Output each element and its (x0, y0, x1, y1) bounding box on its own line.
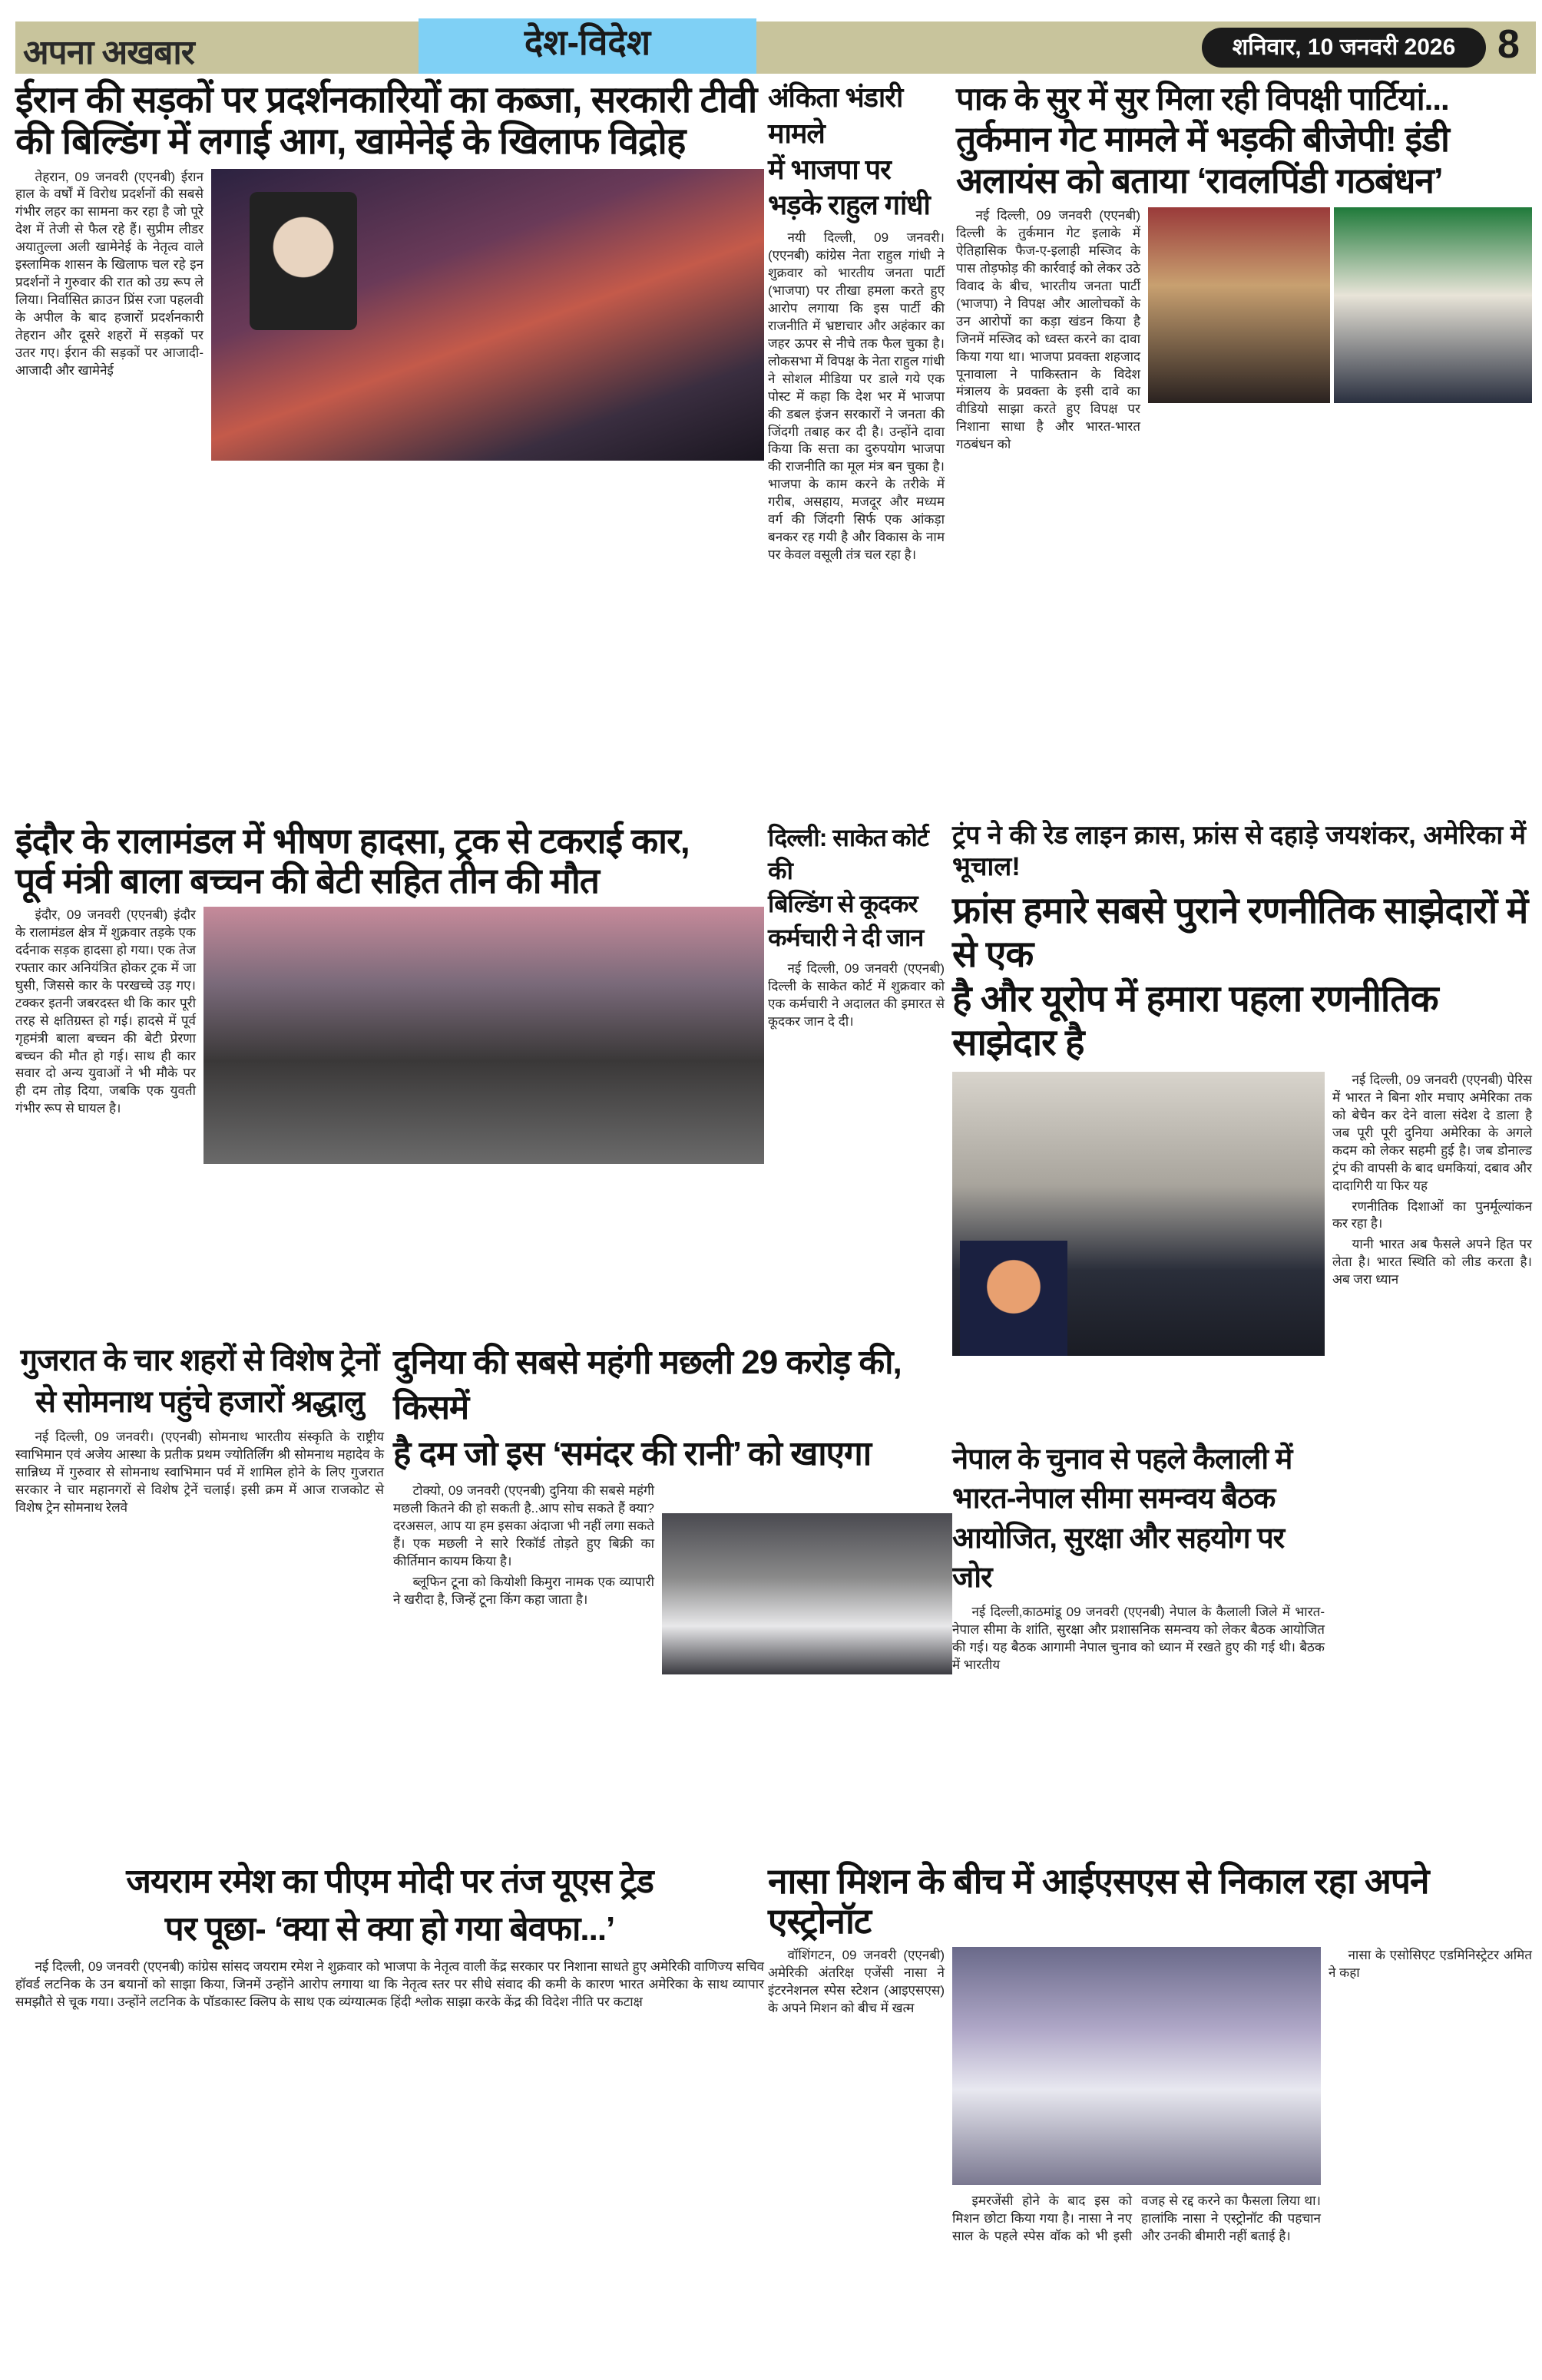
headline-line: में भाजपा पर (768, 153, 891, 185)
trump-inset-photo (960, 1241, 1067, 1356)
accident-car-photo (204, 907, 764, 1164)
headline-line: आयोजित, सुरक्षा और सहयोग पर जोर (952, 1522, 1285, 1594)
france-body-columns (952, 1364, 1325, 1433)
headline-line: पूर्व मंत्री बाला बच्चन की बेटी सहित तीन की मौत (15, 860, 599, 901)
gujarat-article (15, 1340, 384, 1520)
iran-body-columns (211, 468, 764, 622)
paragraph: नयी दिल्ली, 09 जनवरी। (एएनबी) कांग्रेस नेता राहुल गांधी ने शुक्रवार को भारतीय जनता पार्टी (भाजपा) पर तीखा हमला करते हुए आरोप लगाया कि इस पार्टी की राजनीति में भ्रष्टाचार और अहंकार का जहर ऊपर से नीचे तक फैल चुका है। लोकसभा में विपक्ष के नेता राहुल गांधी ने सोशल मीडिया पर डाले गये एक पोस्ट में कहा कि देश भर में भाजपा की डबल इंजन सरकारों ने जनता की जिंदगी तबाह कर दी है। उन्होंने दावा किया कि सत्ता का दुरुपयोग भाजपा की राजनीति का मूल मंत्र बन चुका है। भाजपा के काम करने के तरीके में गरीब, असहाय, मजदूर और मध्यम वर्ग की जिंदगी सिर्फ एक आंकड़ा बनकर रह गयी है और विकास के नाम पर केवल वसूली तंत्र चल रहा है। (768, 230, 945, 563)
headline-line: से सोमनाथ पहुंचे हजारों श्रद्धालु (35, 1385, 365, 1419)
headline-line: अंकिता भंडारी मामले (768, 81, 903, 149)
page-number: 8 (1497, 22, 1520, 67)
headline-line: इंदौर के रालामंडल में भीषण हादसा, ट्रक से टकराई कार, (15, 821, 690, 861)
france-article (952, 820, 1532, 1678)
paragraph: इमरजेंसी होने के बाद इस को मिशन छोटा किया गया है। नासा ने नए साल के पहले स्पेस वॉक को भी इसी वजह से रद्द करने का फैसला लिया था। हालांकि नासा ने एस्ट्रोनॉट की पहचान और उनकी बीमारी नहीं बताई है। (952, 2193, 1321, 2243)
nasa-headline (768, 1862, 1532, 1941)
headline-line: है दम जो इस ‘समंदर की रानी’ को खाएगा (393, 1434, 872, 1473)
headline-line: नेपाल के चुनाव से पहले कैलाली में (952, 1443, 1292, 1476)
headline-line: ईरान की सड़कों पर प्रदर्शनकारियों का कब्जा, सरकारी टीवी (15, 80, 757, 121)
pak-body-columns (1148, 411, 1532, 564)
headline-line: फ्रांस हमारे सबसे पुराने रणनीतिक साझेदारों में से एक (952, 890, 1528, 976)
gujarat-headline (15, 1340, 384, 1423)
indore-headline (15, 821, 764, 901)
khamenei-inset-photo (250, 192, 357, 330)
nepal-article (952, 1440, 1325, 1678)
headline-line: पाक के सुर में सुर मिला रही विपक्षी पार्टियां... (956, 81, 1449, 117)
headline-line: जयराम रमेश का पीएम मोदी पर तंज यूएस ट्रेड (126, 1863, 654, 1900)
headline-line: दिल्ली: साकेत कोर्ट की (768, 824, 928, 885)
ankita-headline (768, 80, 945, 223)
france-body (1332, 1072, 1532, 1292)
headline-line: कर्मचारी ने दी जान (768, 923, 924, 951)
spokesperson-photo (1148, 207, 1330, 403)
nasa-body-columns (952, 2193, 1321, 2247)
saket-body (768, 960, 945, 1034)
tuna-auction-photo (662, 1513, 952, 1674)
paragraph: नई दिल्ली, 09 जनवरी (एएनबी) कांग्रेस सांसद जयराम रमेश ने शुक्रवार को भाजपा के नेतृत्व वाली केंद्र सरकार पर निशाना साधते हुए अमेरिकी वाणिज्य सचिव हॉवर्ड लटनिक के उन बयानों को साझा किया, जिनमें उन्होंने आरोप लगाया था कि नेतृत्व स्तर पर सीधे संवाद की कमी के कारण भारत अमेरिका के साथ व्यापार समझौते से चूक गया। उन्होंने लटनिक के पॉडकास्ट क्लिप के साथ एक व्यंग्यात्मक हिंदी श्लोक साझा करके केंद्र की विदेश नीति पर कटाक्ष (15, 1959, 764, 2010)
nasa-side-column (1329, 1947, 1532, 1985)
headline-line: दुनिया की सबसे महंगी मछली 29 करोड़ की, किसमें (393, 1344, 902, 1427)
france-headline (952, 889, 1532, 1066)
iran-protest-photo (211, 169, 764, 461)
saket-article (768, 821, 945, 1034)
jairam-body (15, 1959, 764, 2015)
headline-line: बिल्डिंग से कूदकर (768, 890, 918, 918)
astronauts-photo (952, 1947, 1321, 2185)
paragraph: वॉशिंगटन, 09 जनवरी (एएनबी) अमेरिकी अंतरिक्ष एजेंसी नासा ने इंटरनेशनल स्पेस स्टेशन (आइएसएस) के अपने मिशन को बीच में खत्म (768, 1948, 945, 2015)
pakistan-spokesperson-photo (1334, 207, 1532, 403)
ankita-article (768, 80, 945, 567)
paragraph: टोक्यो, 09 जनवरी (एएनबी) दुनिया की सबसे महंगी मछली कितने की हो सकती है..आप सोच सकते हैं क्या? दरअसल, आप या हम इसका अंदाजा भी नहीं लगा सकते हैं। एक मछली ने सारे रिकॉर्ड तोड़ते हुए बिक्री का कीर्तिमान कायम किया है। (393, 1483, 654, 1568)
issue-date: शनिवार, 10 जनवरी 2026 (1202, 28, 1486, 68)
nepal-body (952, 1604, 1325, 1678)
pak-body (956, 207, 1140, 457)
iran-body (15, 169, 204, 383)
paragraph: नई दिल्ली, 09 जनवरी (एएनबी) पेरिस में भारत ने बिना शोर मचाए अमेरिका तक को बेचैन कर देने वाला संदेश दे डाला है जब पूरी पूरी दुनिया अमेरिका के अगले कदम को लेकर सहमी हुई है। जब डोनाल्ड ट्रंप की वापसी के बाद धमकियां, दबाव और दादागिरी या फिर यह (1332, 1072, 1532, 1193)
headline-line: की बिल्डिंग में लगाई आग, खामेनेई के खिलाफ विद्रोह (15, 121, 686, 162)
iran-article (15, 80, 764, 622)
paragraph: इंदौर, 09 जनवरी (एएनबी) इंदौर के रालामंडल क्षेत्र में शुक्रवार तड़के एक दर्दनाक सड़क हादसा हो गया। एक तेज रफ्तार कार अनियंत्रित होकर ट्रक में जा घुसी, जिससे कार के परखच्चे उड़ गए। टक्कर इतनी जबरदस्त थी कि कार पूरी तरह से क्षतिग्रस्त हो गई। हादसे में पूर्व गृहमंत्री बाला बच्चन की बेटी प्रेरणा बच्चन की मौत हो गई। साथ ही कार सवार दो अन्य युवाओं ने भी मौके पर ही दम तोड़ दिया, जबकि एक युवती गंभीर रूप से घायल है। (15, 907, 196, 1116)
headline-line: तुर्कमान गेट मामले में भड़की बीजेपी! इंडी (956, 118, 1449, 159)
nasa-article (768, 1862, 1532, 2247)
france-kicker: ट्रंप ने की रेड लाइन क्रास, फ्रांस से दहाड़े जयशंकर, अमेरिका में भूचाल! (952, 821, 1526, 881)
fish-body (393, 1483, 654, 1612)
jaishankar-macron-photo (952, 1072, 1325, 1356)
jairam-article (15, 1858, 764, 2015)
nepal-headline (952, 1440, 1325, 1598)
paragraph: नासा के एसोसिएट एडमिनिस्ट्रेटर अमित ने कहा (1329, 1948, 1532, 1980)
headline-line: अलायंस को बताया ‘रावलपिंडी गठबंधन’ (956, 160, 1443, 200)
jairam-headline (15, 1858, 764, 1952)
paragraph: नई दिल्ली,काठमांडू 09 जनवरी (एएनबी) नेपाल के कैलाली जिले में भारत-नेपाल सीमा के शांति, सुरक्षा और प्रशासनिक समन्वय को लेकर बैठक आयोजित की गई। यह बैठक आगामी नेपाल चुनाव को ध्यान में रखते हुए की गई थी। बैठक में भारतीय (952, 1605, 1325, 1672)
indore-article (15, 821, 764, 1287)
paragraph: नई दिल्ली, 09 जनवरी। (एएनबी) सोमनाथ भारतीय संस्कृति के राष्ट्रीय स्वाभिमान एवं अजेय आस्था के प्रतीक प्रथम ज्योतिर्लिंग श्री सोमनाथ महादेव के सान्निध्य में गुरुवार से सोमनाथ स्वाभिमान पर्व में शामिल होने के लिए गुजरात सरकार ने चार महानगरों से विशेष ट्रेनें चलाई। इसी क्रम में आज राजकोट से विशेष ट्रेन सोमनाथ रेलवे (15, 1430, 384, 1515)
indore-body (15, 907, 196, 1121)
section-title: देश-विदेश (419, 18, 756, 74)
fish-headline (393, 1340, 952, 1476)
headline-line: भड़के राहुल गांधी (768, 189, 930, 221)
paragraph: तेहरान, 09 जनवरी (एएनबी) ईरान हाल के वर्षों में विरोध प्रदर्शनों की सबसे गंभीर लहर का सामना कर रहा है जो पूरे देश में तेजी से फैल रहे हैं। सुप्रीम लीडर अयातुल्ला अली खामेनेई के नेतृत्व वाले इस्लामिक शासन के खिलाफ चल रहे इन प्रदर्शनों ने गुरुवार की रात को उग्र रूप ले लिया। निर्वासित क्राउन प्रिंस रजा पहलवी के अपील के बाद हजारों प्रदर्शनकारी तेहरान और दूसरे शहरों में सड़कों पर उतर गए। ईरान की सड़कों पर आजादी-आजादी और खामेनेई (15, 169, 204, 378)
headline-line: नासा मिशन के बीच में आईएसएस से निकाल रहा अपने एस्ट्रोनॉट (768, 1861, 1429, 1941)
pak-article (956, 80, 1532, 564)
headline-line: है और यूरोप में हमारा पहला रणनीतिक साझेदार है (952, 978, 1438, 1064)
nasa-body (768, 1947, 945, 2021)
paragraph: ब्लूफिन टूना को कियोशी किमुरा नामक एक व्यापारी ने खरीदा है, जिन्हें टूना किंग कहा जाता है। (393, 1574, 654, 1607)
saket-headline (768, 821, 945, 954)
indore-body-columns (204, 1172, 764, 1287)
paragraph: नई दिल्ली, 09 जनवरी (एएनबी) दिल्ली के साकेत कोर्ट में शुक्रवार को एक कर्मचारी ने अदालत की इमारत से कूदकर जान दे दी। (768, 960, 945, 1029)
fish-article (393, 1340, 952, 1674)
ankita-body (768, 230, 945, 567)
pak-headline (956, 80, 1532, 201)
headline-line: गुजरात के चार शहरों से विशेष ट्रेनों (20, 1344, 379, 1377)
paragraph: यानी भारत अब फैसले अपने हित पर लेता है। भारत स्थिति को लीड करता है। अब जरा ध्यान (1332, 1237, 1532, 1288)
iran-headline (15, 80, 764, 163)
headline-line: भारत-नेपाल सीमा समन्वय बैठक (952, 1483, 1276, 1516)
headline-line: पर पूछा- ‘क्या से क्या हो गया बेवफा...’ (164, 1909, 615, 1948)
newspaper-logo: अपना अखबार (23, 34, 194, 71)
paragraph: रणनीतिक दिशाओं का पुनर्मूल्यांकन कर रहा है। (1332, 1198, 1532, 1231)
gujarat-body (15, 1429, 384, 1520)
paragraph: नई दिल्ली, 09 जनवरी (एएनबी) दिल्ली के तुर्कमान गेट इलाके में ऐतिहासिक फैज-ए-इलाही मस्जिद के पास तोड़फोड़ की कार्रवाई को लेकर उठे विवाद के बीच, भारतीय जनता पार्टी (भाजपा) ने विपक्ष और आलोचकों के उन आरोपों का कड़ा खंडन किया है जिनमें मस्जिद को ध्वस्त करने का दावा किया गया था। भाजपा प्रवक्ता शहजाद पूनावाला ने पाकिस्तान के विदेश मंत्रालय के प्रवक्ता के इसी दावे का वीडियो साझा करते हुए विपक्ष पर निशाना साधा है और भारत-भारत गठबंधन को (956, 208, 1140, 452)
